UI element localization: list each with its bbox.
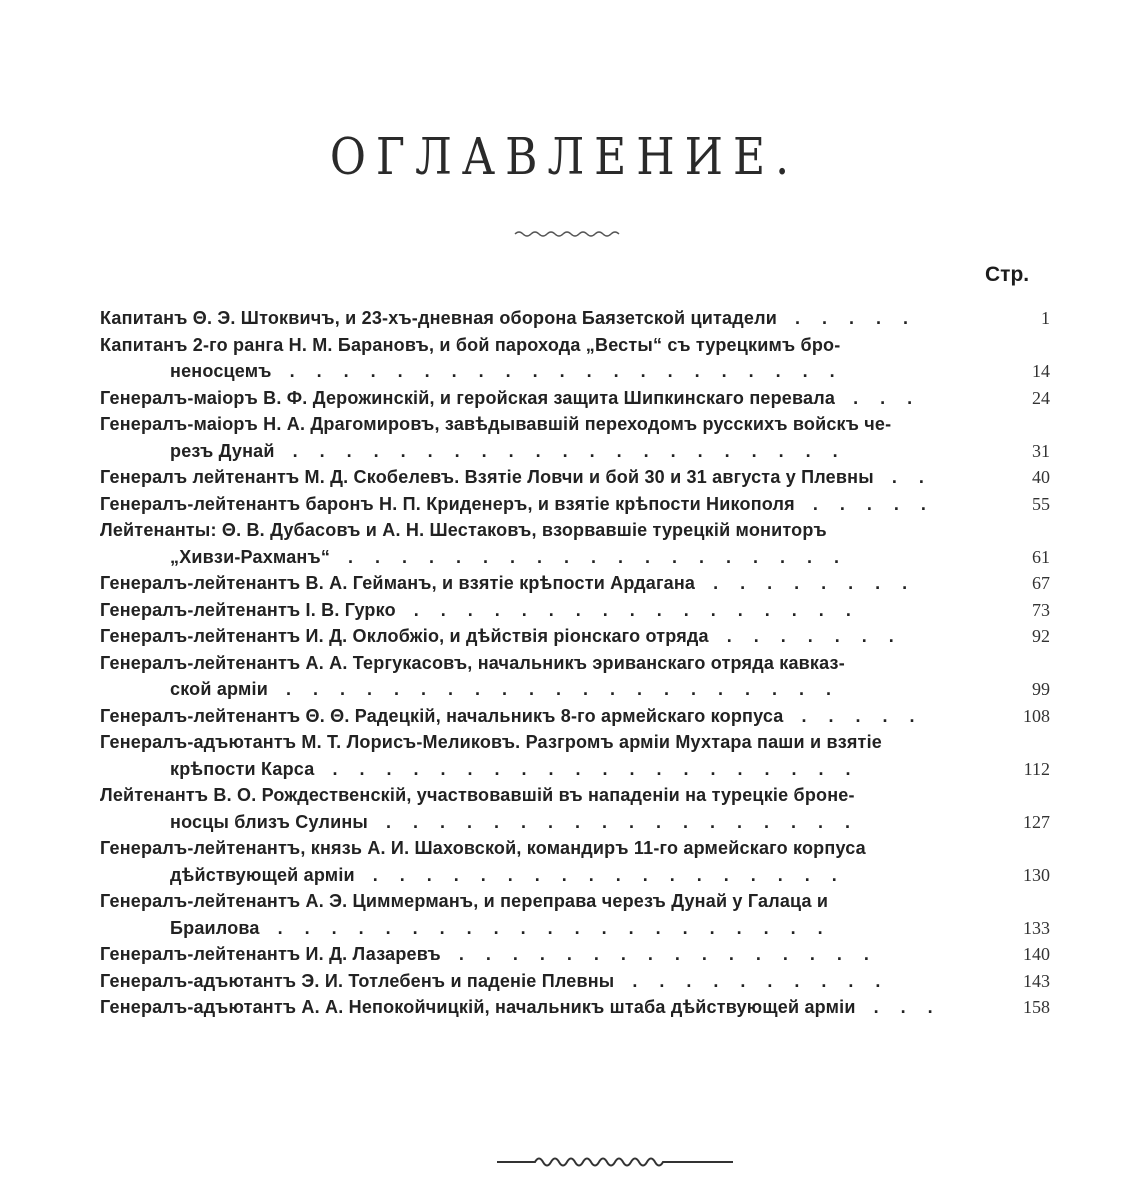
toc-entry-title: Генералъ-лейтенантъ баронъ Н. П. Криденеръ, и взятiе крѣпости Никополя .....: [100, 493, 948, 514]
toc-entry-continuation: ской армiи .....................: [170, 679, 854, 699]
toc-entry-page: 108: [1023, 705, 1050, 726]
leader-dots: ..................: [386, 811, 873, 832]
toc-entry-title: Капитанъ Θ. Э. Штоквичъ, и 23-хъ-дневная оборона Баязетской цитадели .....: [100, 308, 930, 328]
leader-dots: ..........: [632, 970, 903, 991]
toc-entry-title: Генералъ-лейтенантъ И. Д. Лазаревъ ................: [100, 944, 891, 964]
toc-entry-page: 127: [1023, 811, 1050, 832]
toc-entry-title: Генералъ-маiоръ Н. А. Драгомировъ, завѣдывавшiй переходомъ русскихъ войскъ че-: [100, 414, 892, 434]
leader-dots: ...: [853, 387, 935, 408]
leader-dots: ..: [891, 467, 946, 487]
toc-entry-continuation: носцы близъ Сулины ..................: [170, 811, 873, 832]
toc-entry-continuation: „Хивзи-Рахманъ“ ...................: [170, 546, 862, 567]
top-ornament: [0, 224, 1129, 244]
toc-entry-title: Капитанъ 2-го ранга Н. М. Барановъ, и бой парохода „Весты“ съ турецкимъ бро-: [100, 334, 841, 355]
leader-dots: ...: [873, 997, 955, 1017]
leader-dots: .....: [801, 705, 937, 726]
toc-entry-page: 1: [1041, 308, 1050, 328]
leader-dots: .....: [794, 308, 930, 328]
leader-dots: .....................: [289, 361, 857, 381]
toc-entry-page: 73: [1032, 599, 1050, 620]
toc-entry-title: Генералъ-лейтенантъ А. Э. Циммерманъ, и переправа черезъ Дунай у Галаца и: [100, 891, 829, 911]
toc-entry-title: Генералъ-лейтенантъ I. В. Гурко .................: [100, 599, 873, 620]
toc-entry-continuation: резъ Дунай .....................: [170, 440, 860, 461]
leader-dots: ........: [713, 573, 930, 593]
toc-entry-page: 55: [1032, 493, 1050, 514]
toc-entry-page: 24: [1032, 387, 1050, 408]
toc-entry-continuation: неносцемъ .....................: [170, 361, 857, 381]
toc-entry-page: 14: [1032, 361, 1050, 381]
leader-dots: .....................: [286, 679, 854, 699]
toc-entry-title: Генералъ-адъютантъ А. А. Непокойчицкiй, начальникъ штаба дѣйствующей армiи ...: [100, 997, 955, 1017]
leader-dots: ..................: [372, 864, 859, 885]
toc-entry-title: Генералъ-лейтенантъ Θ. Θ. Радецкiй, начальникъ 8-го армейскаго корпуса .....: [100, 705, 937, 726]
toc-entry-page: 67: [1032, 573, 1050, 593]
toc-entry-page: 140: [1023, 944, 1050, 964]
toc-entry-title: Генералъ-лейтенантъ И. Д. Оклобжiо, и дѣйствiя рiонскаго отряда .......: [100, 626, 916, 646]
toc-entry-page: 130: [1023, 864, 1050, 885]
leader-dots: .....................: [277, 917, 845, 938]
page-title: ОГЛАВЛЕНИЕ.: [329, 128, 800, 187]
toc-entry-title: Генералъ-адъютантъ М. Т. Лорисъ-Меликовъ. Разгромъ армiи Мухтара паши и взятiе: [100, 732, 882, 752]
toc-entry-title: Генералъ-лейтенантъ В. А. Гейманъ, и взятiе крѣпости Ардагана ........: [100, 573, 930, 593]
toc-entry-title: Лейтенанты: Θ. В. Дубасовъ и А. Н. Шестаковъ, взорвавшiе турецкiй мониторъ: [100, 520, 827, 540]
page-column-header: Стр.: [985, 263, 1030, 286]
toc-entry-page: 112: [1023, 758, 1050, 779]
bottom-ornament: [0, 1150, 1129, 1174]
toc-entry-title: Лейтенантъ В. О. Рождественскiй, участвовавшiй въ нападенiи на турецкiе броне-: [100, 785, 855, 805]
leader-dots: .......: [726, 626, 916, 646]
toc-entry-page: 31: [1032, 440, 1050, 461]
toc-entry-continuation: Браилова .....................: [170, 917, 845, 938]
leader-dots: ................: [458, 944, 891, 964]
toc-entry-title: Генералъ лейтенантъ М. Д. Скобелевъ. Взятiе Ловчи и бой 30 и 31 августа у Плевны ..: [100, 467, 946, 487]
toc-entry-continuation: дѣйствующей армiи ..................: [170, 864, 859, 885]
leader-dots: ....................: [332, 758, 873, 779]
toc-entry-title: Генералъ-лейтенантъ, князь А. И. Шаховской, командиръ 11-го армейскаго корпуса: [100, 838, 866, 858]
toc-entry-page: 99: [1032, 679, 1050, 699]
leader-dots: ...................: [348, 546, 862, 567]
leader-dots: .................: [413, 599, 873, 620]
toc-entry-continuation: крѣпости Карса ....................: [170, 758, 873, 779]
toc-entry-page: 158: [1023, 997, 1050, 1017]
leader-dots: .....................: [292, 440, 860, 461]
toc-entry-page: 92: [1032, 626, 1050, 646]
toc-entry-title: Генералъ-адъютантъ Э. И. Тотлебенъ и паденiе Плевны ..........: [100, 970, 903, 991]
toc-entry-page: 143: [1023, 970, 1050, 991]
toc-entry-page: 61: [1032, 546, 1050, 567]
toc-entry-title: Генералъ-лейтенантъ А. А. Тергукасовъ, начальникъ эриванскаго отряда кавказ-: [100, 652, 845, 673]
toc-entry-title: Генералъ-маiоръ В. Ф. Дерожинскiй, и геройская защита Шипкинскаго перевала ...: [100, 387, 935, 408]
leader-dots: .....: [812, 493, 948, 514]
toc-entry-page: 40: [1032, 467, 1050, 487]
toc-entry-page: 133: [1023, 917, 1050, 938]
